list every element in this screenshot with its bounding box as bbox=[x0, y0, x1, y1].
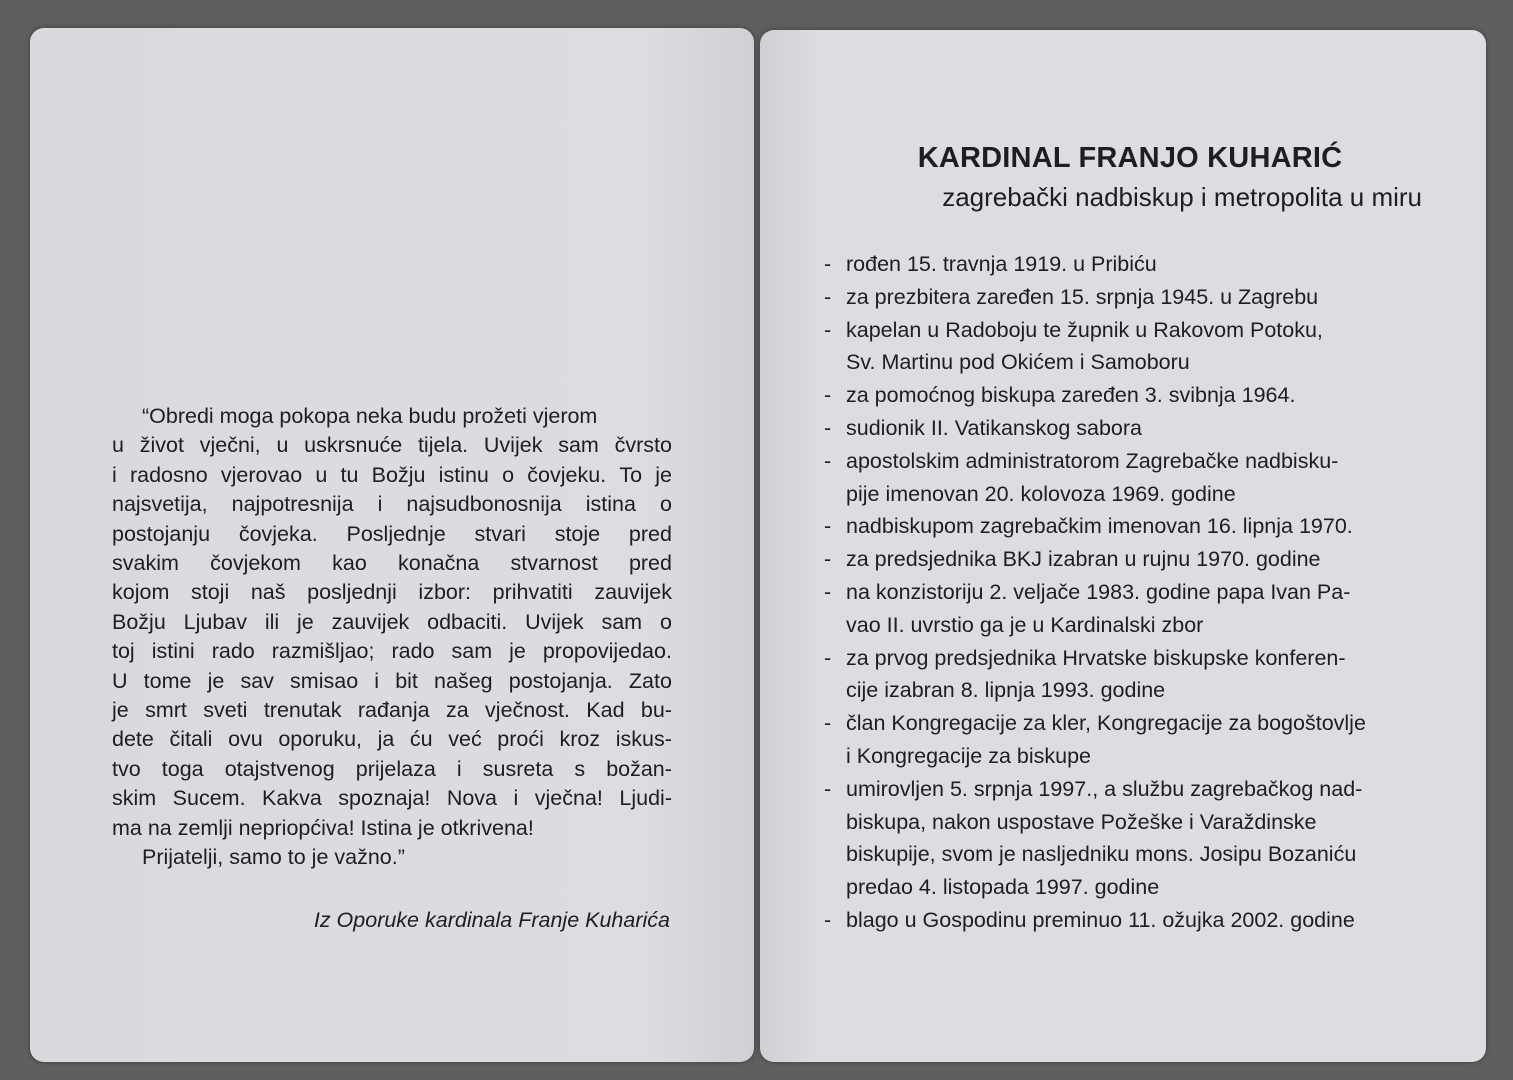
bio-item-continuation bbox=[824, 609, 1414, 642]
quote-word: vječnost. bbox=[485, 698, 570, 723]
quote-word: tome bbox=[143, 668, 192, 693]
quote-line: Prijatelji, samo to je važno.” bbox=[142, 845, 405, 870]
quote-word: prihvatiti bbox=[492, 580, 573, 605]
quote-word: i bbox=[513, 786, 519, 811]
quote-word: čitali bbox=[169, 727, 213, 752]
list-dash: - bbox=[824, 284, 832, 309]
quote-word: pred bbox=[628, 551, 672, 576]
quote-line bbox=[112, 755, 672, 784]
quote-word: o bbox=[660, 492, 672, 517]
quote-word: kojom bbox=[112, 580, 170, 605]
quote-word: najsvetija, bbox=[112, 492, 208, 517]
quote-line bbox=[112, 667, 672, 696]
quote-word: prijelaza bbox=[355, 756, 436, 781]
quote-word: iskus- bbox=[615, 727, 672, 752]
quote-word: s bbox=[574, 756, 586, 781]
bio-text: na konzistoriju 2. veljače 1983. godine papa Ivan Pa- bbox=[846, 579, 1351, 604]
list-dash: - bbox=[824, 317, 832, 342]
bio-item bbox=[824, 773, 1414, 806]
quote-word: istina bbox=[585, 492, 636, 517]
quote-word: i bbox=[374, 668, 380, 693]
quote-word: i bbox=[456, 756, 462, 781]
quote-word: čvrsto bbox=[614, 433, 672, 458]
quote-word: sav bbox=[240, 668, 274, 693]
quote-word: tu bbox=[340, 462, 359, 487]
quote-word: toga bbox=[161, 756, 204, 781]
bio-text: kapelan u Radoboju te župnik u Rakovom Potoku, bbox=[846, 317, 1323, 342]
quote-word: rado bbox=[211, 639, 255, 664]
quote-word: zauvijek bbox=[331, 609, 410, 634]
quote-word: ja bbox=[377, 727, 395, 752]
quote-word: je bbox=[297, 609, 314, 634]
quote-word: bu- bbox=[640, 698, 672, 723]
quote-word: ću bbox=[409, 727, 433, 752]
quote-word: razmišljao; bbox=[271, 639, 375, 664]
quote-word: stoji bbox=[190, 580, 230, 605]
list-dash: - bbox=[824, 252, 832, 276]
list-dash: - bbox=[824, 645, 832, 670]
bio-text: rođen 15. travnja 1919. u Pribiću bbox=[846, 252, 1157, 276]
testament-quote bbox=[112, 402, 672, 873]
quote-word: tijela. bbox=[417, 433, 469, 458]
quote-line bbox=[112, 784, 672, 813]
bio-text: umirovljen 5. srpnja 1997., a službu zagrebačkog nad- bbox=[846, 776, 1363, 801]
list-dash: - bbox=[824, 711, 832, 736]
quote-word: i bbox=[377, 492, 383, 517]
quote-word: već bbox=[448, 727, 482, 752]
quote-word: je bbox=[112, 698, 129, 723]
quote-word: božan- bbox=[606, 756, 672, 781]
list-dash: - bbox=[824, 907, 832, 932]
quote-word: vjerovao bbox=[220, 462, 303, 487]
quote-word: Božju bbox=[371, 462, 426, 487]
bio-text: i Kongregacije za biskupe bbox=[846, 743, 1092, 768]
quote-word: otajstvenog bbox=[224, 756, 335, 781]
quote-word: je bbox=[509, 639, 526, 664]
list-dash: - bbox=[824, 579, 832, 604]
quote-word: rado bbox=[391, 639, 435, 664]
quote-word: Ljubav bbox=[183, 609, 247, 634]
bio-text: cije izabran 8. lipnja 1993. godine bbox=[846, 678, 1166, 703]
quote-word: sam bbox=[601, 609, 643, 634]
quote-word: susreta bbox=[482, 756, 554, 781]
bio-item bbox=[824, 576, 1414, 609]
list-dash: - bbox=[824, 776, 832, 801]
quote-line: “Obredi moga pokopa neka budu prožeti vjerom bbox=[142, 404, 598, 428]
bio-text: za predsjednika BKJ izabran u rujnu 1970. godine bbox=[846, 547, 1321, 572]
quote-word: Uvijek bbox=[525, 609, 584, 634]
quote-word: Kad bbox=[586, 698, 625, 723]
bio-text: biskupije, svom je nasljedniku mons. Josipu Bozaniću bbox=[846, 842, 1357, 867]
quote-word: čovjeku. bbox=[527, 462, 607, 487]
bio-item bbox=[824, 379, 1414, 412]
quote-word: Ljudi- bbox=[619, 786, 672, 811]
quote-word: stvarnost bbox=[510, 551, 598, 576]
quote-word: Uvijek bbox=[483, 433, 543, 458]
quote-source: Iz Oporuke kardinala Franje Kuharića bbox=[313, 908, 670, 932]
quote-line bbox=[112, 637, 672, 666]
quote-word: skim bbox=[112, 786, 157, 811]
quote-word: smrt bbox=[145, 698, 187, 723]
quote-word: spoznaja! bbox=[338, 786, 431, 811]
bio-item bbox=[824, 904, 1414, 937]
bio-text: za prezbitera zaređen 15. srpnja 1945. u Zagrebu bbox=[846, 284, 1319, 309]
quote-word: Zato bbox=[628, 668, 672, 693]
list-dash: - bbox=[824, 415, 832, 440]
bio-item-continuation bbox=[824, 806, 1414, 839]
quote-word: Sucem. bbox=[172, 786, 246, 811]
quote-word: u bbox=[276, 433, 289, 458]
bio-text: Sv. Martinu pod Okićem i Samoboru bbox=[846, 350, 1190, 375]
quote-word: za bbox=[445, 698, 469, 723]
quote-word: U bbox=[112, 668, 128, 693]
quote-word: proći bbox=[497, 727, 544, 752]
quote-word: život bbox=[139, 433, 184, 458]
bio-item bbox=[824, 314, 1414, 347]
quote-word: i bbox=[112, 462, 117, 487]
quote-word: uskrsnuće bbox=[304, 433, 403, 458]
quote-word: smisao bbox=[290, 668, 359, 693]
quote-word: najpotresnija bbox=[231, 492, 354, 517]
list-dash: - bbox=[824, 448, 832, 473]
bio-item bbox=[824, 445, 1414, 478]
bio-item-continuation bbox=[824, 871, 1414, 904]
quote-word: u bbox=[112, 433, 124, 458]
bio-text: pije imenovan 20. kolovoza 1969. godine bbox=[846, 481, 1236, 506]
quote-word: izbor: bbox=[418, 580, 471, 605]
quote-word: stoje bbox=[554, 521, 601, 546]
quote-word: istinu bbox=[438, 462, 489, 487]
quote-word: sam bbox=[558, 433, 599, 458]
quote-line bbox=[112, 608, 672, 637]
bio-text: član Kongregacije za kler, Kongregacije za bogoštovlje bbox=[846, 711, 1366, 736]
quote-line: ma na zemlji nepriopćiva! Istina je otkrivena! bbox=[112, 815, 534, 840]
page-subtitle: zagrebački nadbiskup i metropolita u miru bbox=[942, 182, 1422, 212]
bio-item bbox=[824, 281, 1414, 314]
quote-word: kroz bbox=[559, 727, 601, 752]
bio-text: predao 4. listopada 1997. godine bbox=[846, 875, 1160, 900]
quote-line bbox=[112, 461, 672, 490]
bio-item bbox=[824, 707, 1414, 740]
quote-line bbox=[112, 549, 672, 578]
bio-text: vao II. uvrstio ga je u Kardinalski zbor bbox=[846, 612, 1204, 637]
bio-text: za pomoćnog biskupa zaređen 3. svibnja 1964. bbox=[846, 383, 1296, 408]
quote-word: trenutak bbox=[263, 698, 342, 723]
quote-word: vječna! bbox=[534, 786, 603, 811]
quote-word: propovijedao. bbox=[542, 639, 672, 664]
quote-word: konačna bbox=[398, 551, 480, 576]
bio-item-continuation bbox=[824, 346, 1414, 379]
bio-text: apostolskim administratorom Zagrebačke nadbisku- bbox=[846, 448, 1339, 473]
quote-word: je bbox=[655, 462, 672, 487]
quote-word: Kakva bbox=[262, 786, 322, 811]
bio-item bbox=[824, 510, 1414, 543]
quote-word: o bbox=[502, 462, 515, 487]
quote-line bbox=[112, 490, 672, 519]
quote-word: najsudbonosnija bbox=[406, 492, 562, 517]
quote-word: stvari bbox=[474, 521, 526, 546]
bio-item-continuation bbox=[824, 838, 1414, 871]
bio-item-continuation bbox=[824, 740, 1414, 773]
quote-word: pred bbox=[628, 521, 672, 546]
quote-word: dete bbox=[112, 727, 154, 752]
bio-item-continuation bbox=[824, 674, 1414, 707]
quote-word: bit bbox=[395, 668, 418, 693]
quote-word: svakim bbox=[112, 551, 179, 576]
quote-word: To bbox=[619, 462, 643, 487]
quote-word: je bbox=[207, 668, 225, 693]
quote-word: našeg bbox=[434, 668, 493, 693]
bio-item bbox=[824, 642, 1414, 675]
left-page bbox=[30, 28, 754, 1062]
quote-line bbox=[112, 696, 672, 725]
quote-line bbox=[112, 578, 672, 607]
right-page bbox=[760, 30, 1486, 1062]
quote-word: Nova bbox=[446, 786, 498, 811]
quote-word: Božju bbox=[112, 609, 166, 634]
quote-word: naš bbox=[250, 580, 286, 605]
list-dash: - bbox=[824, 547, 832, 572]
quote-word: postojanju bbox=[112, 521, 211, 546]
bio-item bbox=[824, 248, 1414, 281]
quote-word: sveti bbox=[203, 698, 248, 723]
quote-word: kao bbox=[332, 551, 367, 576]
quote-word: postojanja. bbox=[508, 668, 613, 693]
bio-text: nadbiskupom zagrebačkim imenovan 16. lipnja 1970. bbox=[846, 514, 1353, 539]
quote-word: ovu bbox=[228, 727, 263, 752]
quote-word: tvo bbox=[112, 756, 141, 781]
quote-word: oporuku, bbox=[278, 727, 362, 752]
list-dash: - bbox=[824, 514, 832, 539]
quote-word: rađanja bbox=[357, 698, 430, 723]
bio-text: blago u Gospodinu preminuo 11. ožujka 2002. godine bbox=[846, 907, 1355, 932]
quote-word: odbaciti. bbox=[427, 609, 508, 634]
bio-text: biskupa, nakon uspostave Požeške i Varaždinske bbox=[846, 809, 1317, 834]
bio-text: sudionik II. Vatikanskog sabora bbox=[846, 415, 1142, 440]
quote-line bbox=[112, 431, 672, 460]
quote-word: u bbox=[315, 462, 328, 487]
quote-word: toj bbox=[112, 639, 135, 664]
quote-word: o bbox=[659, 609, 672, 634]
quote-word: posljednji bbox=[307, 580, 397, 605]
quote-word: sam bbox=[451, 639, 493, 664]
quote-word: čovjeka. bbox=[238, 521, 318, 546]
bio-item bbox=[824, 543, 1414, 576]
quote-word: istini bbox=[151, 639, 195, 664]
quote-line bbox=[112, 725, 672, 754]
quote-line bbox=[112, 520, 672, 549]
quote-word: čovjekom bbox=[210, 551, 301, 576]
quote-word: ili bbox=[264, 609, 280, 634]
quote-word: Posljednje bbox=[346, 521, 446, 546]
list-dash: - bbox=[824, 383, 832, 408]
page-title: KARDINAL FRANJO KUHARIĆ bbox=[917, 142, 1343, 174]
biography-list bbox=[824, 248, 1414, 937]
quote-word: radosno bbox=[129, 462, 208, 487]
bio-text: za prvog predsjednika Hrvatske biskupske konferen- bbox=[846, 645, 1346, 670]
bio-item bbox=[824, 412, 1414, 445]
quote-word: vječni, bbox=[199, 433, 261, 458]
bio-item-continuation bbox=[824, 478, 1414, 511]
quote-word: zauvijek bbox=[594, 580, 672, 605]
